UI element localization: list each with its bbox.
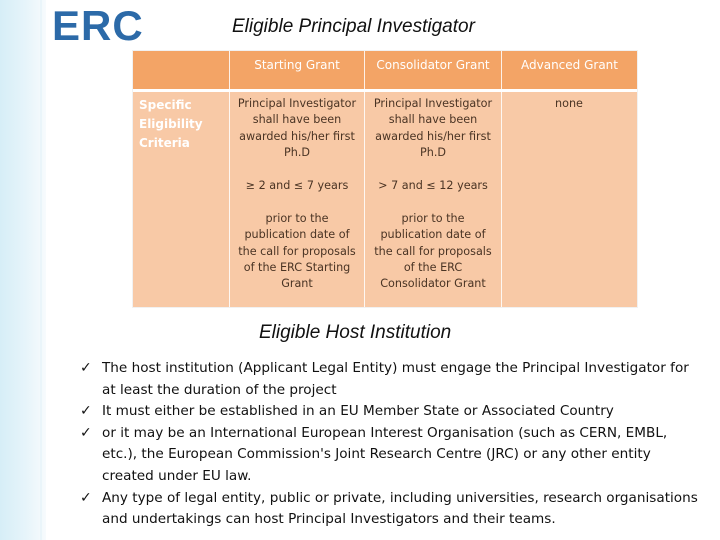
criteria-line: awarded his/her first bbox=[375, 129, 491, 143]
check-icon: ✓ bbox=[80, 360, 92, 376]
starting-grant-criteria bbox=[230, 96, 364, 293]
side-accent-bar bbox=[0, 0, 46, 540]
criteria-line: of the ERC Starting bbox=[243, 261, 351, 275]
list-item-text: Any type of legal entity, public or private, including universities, research organisations and undertakings can host Principal Investigators and their teams. bbox=[102, 489, 698, 528]
list-item-text: The host institution (Applicant Legal Entity) must engage the Principal Investigator for at least the duration of the project bbox=[102, 360, 689, 398]
row-label-line: Criteria bbox=[139, 136, 190, 150]
criteria-line: publication date of bbox=[244, 228, 350, 242]
criteria-line: shall have been bbox=[388, 113, 478, 127]
criteria-line: ≥ 2 and ≤ 7 years bbox=[245, 179, 349, 193]
row-label bbox=[139, 96, 229, 153]
check-icon: ✓ bbox=[80, 403, 92, 420]
eligibility-table bbox=[133, 51, 637, 307]
criteria-line: prior to the bbox=[265, 211, 329, 225]
criteria-line: Grant bbox=[281, 277, 313, 291]
criteria-line: prior to the bbox=[401, 211, 465, 225]
criteria-line: > 7 and ≤ 12 years bbox=[378, 179, 488, 193]
column-header-advanced: Advanced Grant bbox=[521, 58, 618, 72]
criteria-gap bbox=[366, 194, 500, 210]
row-label-line: Specific bbox=[139, 98, 192, 112]
list-item-text: It must either be established in an EU Member State or Associated Country bbox=[102, 403, 614, 420]
criteria-line: Ph.D bbox=[283, 146, 310, 160]
list-item-text: or it may be an International European Interest Organisation (such as CERN, EMBL, etc.), the European Commission's Joint Research Centre (JRC) or any other entity created under EU law. bbox=[102, 424, 668, 484]
slide-title: Eligible Principal Investigator bbox=[232, 16, 475, 37]
check-icon: ✓ bbox=[80, 424, 92, 441]
column-header-consolidator: Consolidator Grant bbox=[376, 58, 490, 72]
criteria-line: awarded his/her first bbox=[239, 129, 355, 143]
advanced-grant-criteria bbox=[502, 96, 636, 112]
criteria-gap bbox=[230, 194, 364, 210]
column-header-starting: Starting Grant bbox=[254, 58, 340, 72]
erc-logo: ERC bbox=[52, 2, 144, 49]
criteria-line: publication date of bbox=[380, 228, 486, 242]
list-item bbox=[80, 401, 700, 423]
section-title: Eligible Host Institution bbox=[259, 322, 452, 343]
criteria-gap bbox=[230, 162, 364, 178]
criteria-line: of the ERC bbox=[403, 261, 463, 275]
table-divider bbox=[364, 51, 365, 307]
table-divider bbox=[501, 51, 502, 307]
criteria-line: none bbox=[555, 97, 583, 110]
criteria-line: Consolidator Grant bbox=[380, 277, 486, 291]
list-item bbox=[80, 488, 700, 531]
criteria-line: Ph.D bbox=[419, 146, 446, 160]
criteria-line: shall have been bbox=[252, 113, 342, 127]
criteria-line: Principal Investigator bbox=[237, 97, 357, 110]
host-institution-list bbox=[80, 358, 700, 531]
list-item bbox=[80, 423, 700, 488]
row-label-line: Eligibility bbox=[139, 117, 203, 131]
list-item bbox=[80, 358, 700, 401]
check-icon: ✓ bbox=[80, 489, 92, 506]
criteria-line: the call for proposals bbox=[238, 244, 356, 258]
criteria-line: the call for proposals bbox=[374, 244, 492, 258]
criteria-gap bbox=[366, 162, 500, 178]
criteria-line: Principal Investigator bbox=[373, 97, 493, 110]
consolidator-grant-criteria bbox=[366, 96, 500, 293]
table-header-separator bbox=[133, 89, 637, 92]
